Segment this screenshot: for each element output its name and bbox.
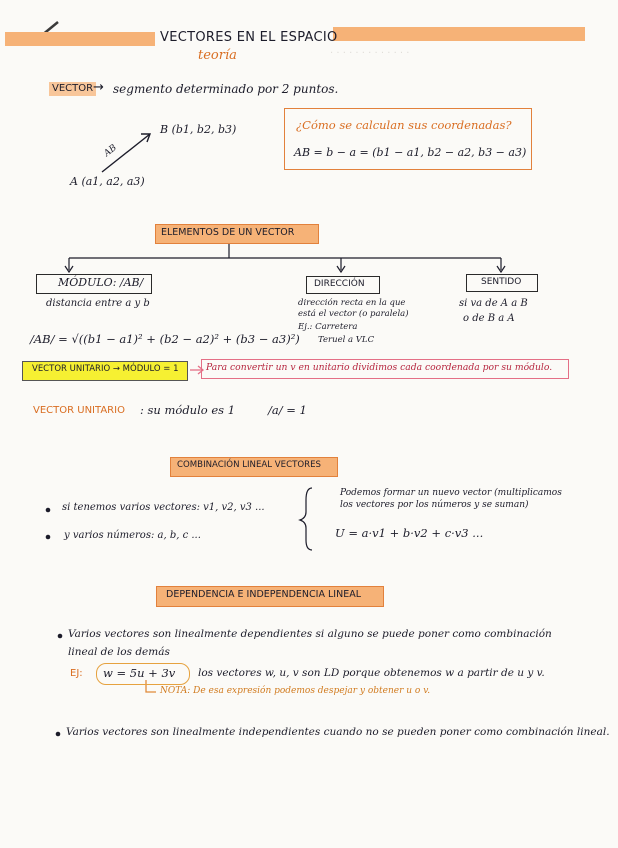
combinacion-right-line: Podemos formar un nuevo vector (multiplicamos: [340, 488, 562, 498]
unitario-note: Para convertir un v en unitario dividimos cada coordenada por su módulo.: [206, 362, 553, 373]
combinacion-title: COMBINACIÓN LINEAL VECTORES: [177, 460, 321, 470]
modulo-label: MÓDULO: /AB/: [58, 276, 144, 289]
direccion-line: dirección recta en la que: [298, 298, 406, 308]
elementos-title: ELEMENTOS DE UN VECTOR: [161, 227, 295, 238]
unitario-label: VECTOR UNITARIO: [33, 405, 125, 416]
modulo-formula: /AB/ = √((b1 − a1)² + (b2 − a2)² + (b3 − a3)²): [30, 332, 300, 346]
sentido-line: o de B a A: [463, 313, 515, 324]
page-subtitle: teoría: [198, 48, 237, 63]
sentido-line: si va de A a B: [459, 298, 528, 309]
vector-name-label: AB: [102, 143, 119, 159]
page-title: VECTORES EN EL ESPACIO: [160, 30, 338, 45]
point-a-label: A (a1, a2, a3): [70, 175, 145, 188]
dependencia-point2: Varios vectores son linealmente independientes cuando no se pueden poner como combinación lineal.: [66, 726, 610, 738]
bullet: [58, 634, 63, 639]
dependencia-point1-line2: lineal de los demás: [68, 646, 170, 658]
direccion-line: está el vector (o paralela): [298, 309, 409, 319]
vector-definition: segmento determinado por 2 puntos.: [113, 82, 339, 96]
vector-arrow: →: [93, 80, 104, 95]
dependencia-point1-line1: Varios vectores son linealmente dependientes si alguno se puede poner como combinación: [68, 628, 552, 640]
unitario-badge: VECTOR UNITARIO → MÓDULO = 1: [32, 364, 179, 374]
brace: [300, 488, 312, 550]
bullet: [46, 508, 51, 513]
example-label: EJ:: [70, 668, 83, 679]
bullet: [46, 535, 51, 540]
dependencia-title: DEPENDENCIA E INDEPENDENCIA LINEAL: [166, 589, 361, 600]
header-highlight-right: [333, 27, 585, 41]
vector-label: VECTOR: [49, 82, 96, 96]
direccion-line: Teruel a VLC: [318, 335, 375, 345]
unitario-formula: /a/ = 1: [268, 403, 307, 417]
bullet: [56, 732, 61, 737]
sentido-label: SENTIDO: [481, 277, 522, 287]
direccion-label: DIRECCIÓN: [314, 279, 365, 289]
coords-formula: AB = b − a = (b1 − a1, b2 − a2, b3 − a3): [294, 146, 527, 159]
unitario-text: : su módulo es 1: [140, 403, 236, 417]
example-text: los vectores w, u, v son LD porque obtenemos w a partir de u y v.: [198, 667, 545, 679]
combinacion-bullet-1: si tenemos varios vectores: v1, v2, v3 ...: [62, 502, 265, 513]
combinacion-bullet-2: y varios números: a, b, c ...: [64, 530, 201, 541]
direccion-line: Ej.: Carretera: [298, 322, 358, 332]
coords-question: ¿Cómo se calculan sus coordenadas?: [296, 118, 512, 132]
example-formula: w = 5u + 3v: [103, 666, 176, 680]
bleed-through: · · · · · · · · · · · · ·: [330, 48, 410, 59]
combinacion-formula: U = a·v1 + b·v2 + c·v3 ...: [335, 526, 484, 540]
point-b-label: B (b1, b2, b3): [160, 123, 237, 136]
modulo-description: distancia entre a y b: [46, 298, 150, 309]
header-highlight-left: [5, 32, 155, 46]
combinacion-right-line: los vectores por los números y se suman): [340, 500, 529, 510]
nota-text: NOTA: De esa expresión podemos despejar y obtener u o v.: [160, 686, 431, 696]
